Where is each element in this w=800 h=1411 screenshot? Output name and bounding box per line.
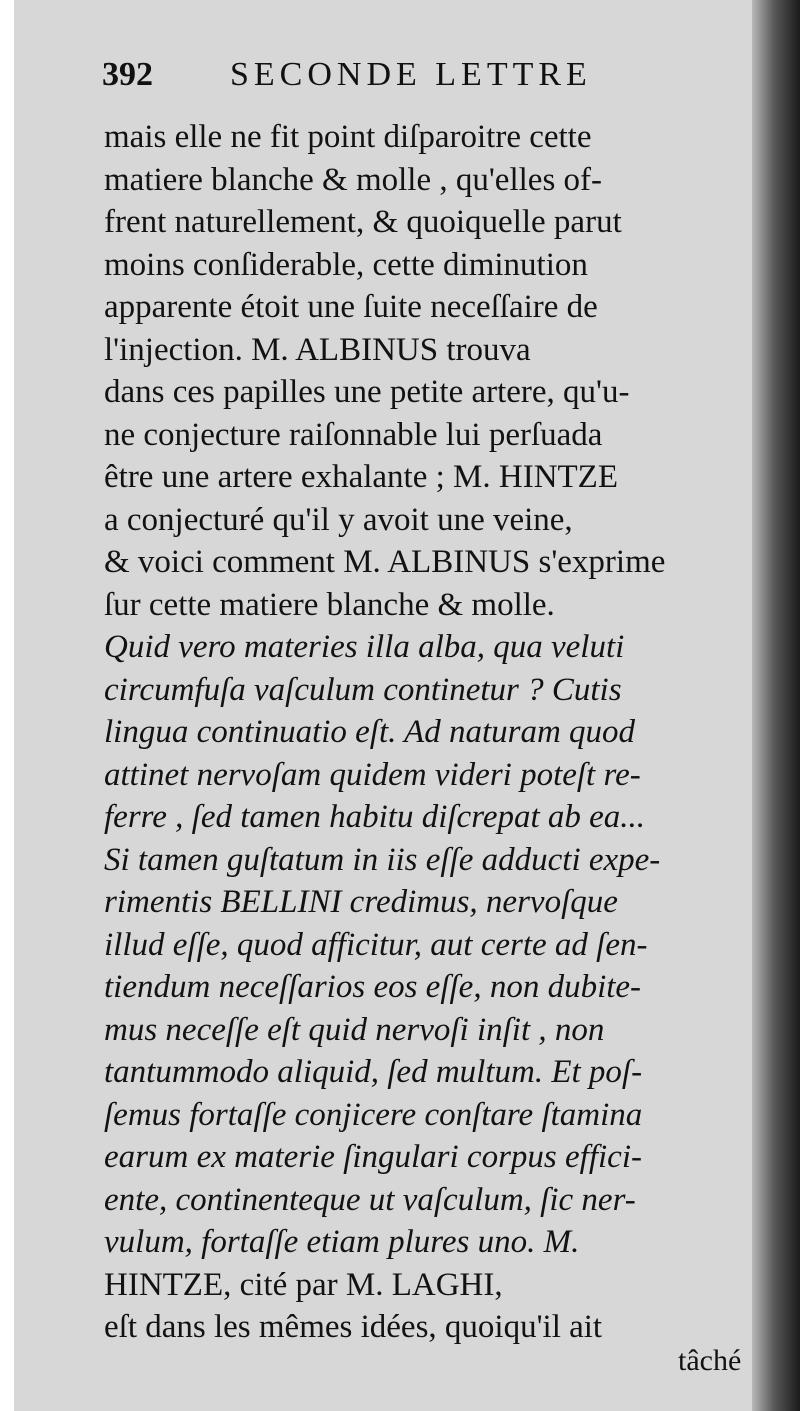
text-line: circumfuſa vaſculum continetur ? Cutis (104, 671, 622, 708)
text-line: & voici comment M. ALBINUS s'exprime (104, 544, 666, 580)
text-line: rimentis BELLINI credimus, nervoſque (104, 884, 618, 920)
text-line: vulum, fortaſſe etiam plures uno. M. (104, 1224, 580, 1260)
text-line: ferre , ſed tamen habitu diſcrepat ab ea... (104, 799, 646, 835)
text-line: mus neceſſe eſt quid nervoſi inſit , non (104, 1011, 605, 1048)
text-line: ſemus fortaſſe conjicere conſtare ſtamina (104, 1096, 643, 1133)
text-line: matiere blanche & molle , qu'elles of- (104, 161, 603, 198)
text-line: HINTZE, cité par M. LAGHI, (104, 1266, 503, 1303)
text-line: mais elle ne fit point diſparoitre cette (104, 119, 592, 155)
text-line: tantummodo aliquid, ſed multum. Et poſ- (104, 1054, 643, 1090)
text-line: earum ex materie ſingulari corpus effici- (104, 1139, 642, 1175)
text-line: moins conſiderable, cette diminution (104, 246, 588, 283)
text-line: Si tamen guſtatum in iis eſſe adducti expe- (104, 841, 661, 878)
page-number: 392 (102, 56, 153, 93)
book-page (14, 0, 776, 1411)
text-line: ne conjecture raiſonnable lui perſuada (104, 416, 603, 453)
text-line: Quid vero materies illa alba, qua veluti (104, 629, 625, 665)
text-line: illud eſſe, quod afficitur, aut certe ad ſen- (104, 926, 648, 963)
page-header (102, 56, 662, 96)
catchword: tâché (678, 1344, 742, 1377)
text-line: dans ces papilles une petite artere, qu'u- (104, 374, 630, 410)
text-line: attinet nervoſam quidem videri poteſt re- (104, 756, 641, 793)
text-line: ſur cette matiere blanche & molle. (104, 586, 555, 623)
text-line: a conjecturé qu'il y avoit une veine, (104, 501, 573, 538)
text-line: l'injection. M. ALBINUS trouva (104, 331, 531, 368)
text-line: tiendum neceſſarios eos eſſe, non dubite- (104, 969, 642, 1005)
text-line: lingua continuatio eſt. Ad naturam quod (104, 714, 636, 750)
text-line: frent naturellement, & quoiquelle parut (104, 204, 622, 240)
text-line: ente, continenteque ut vaſculum, ſic ner- (104, 1181, 636, 1218)
running-head: SECONDE LETTRE (230, 56, 592, 93)
text-line: apparente étoit une ſuite neceſſaire de (104, 289, 598, 325)
page-edge-shadow (752, 0, 800, 1411)
text-line: eſt dans les mêmes idées, quoiqu'il ait (104, 1309, 603, 1345)
body-text (104, 116, 764, 1349)
text-line: être une artere exhalante ; M. HINTZE (104, 459, 618, 495)
